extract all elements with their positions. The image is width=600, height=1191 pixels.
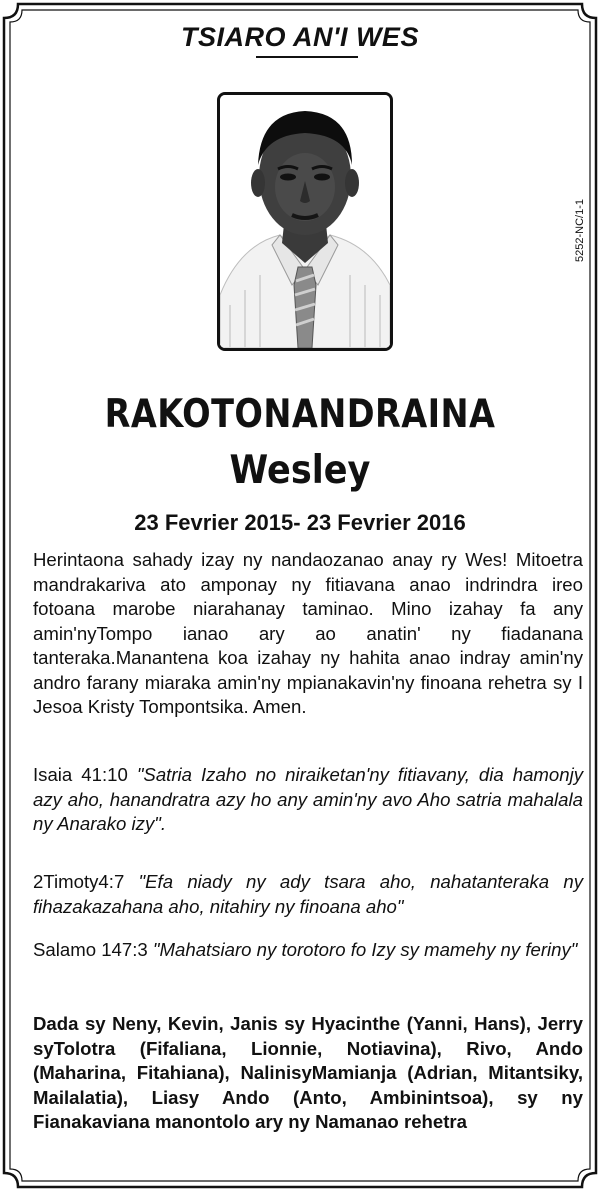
memorial-message: Herintaona sahady izay ny nandaozanao anay ry Wes! Mitoetra mandrakariva ato amponay ny fitiavana anao indrindra ireo fotoana marobe niarahanay taminao. Mino izahay fa any amin'nyTompo ianao ary ao anatin' ny fiadanana tanteraka.Manantena koa izahay ny hahita anao indray amin'ny andro farany miaraka amin'ny mpianakavin'ny finoana rehetra sy I Jesoa Kristy Tompontsika. Amen. xyxy=(33,549,583,717)
title-underline xyxy=(256,56,358,58)
portrait-photo xyxy=(217,92,393,351)
bible-verse xyxy=(33,763,583,837)
bible-verse xyxy=(33,870,583,919)
memorial-dates: 23 Fevrier 2015- 23 Fevrier 2016 xyxy=(134,510,466,535)
verse-text: "Efa niady ny ady tsara aho, nahatanteraka ny fihazakazahana aho, nitahiry ny finoana aho" xyxy=(33,871,583,917)
verse-reference: Salamo 147:3 xyxy=(33,939,148,960)
verse-reference: 2Timoty4:7 xyxy=(33,871,125,892)
family-signatories: Dada sy Neny, Kevin, Janis sy Hyacinthe (Yanni, Hans), Jerry syTolotra (Fifaliana, Lionnie, Notiavina), Rivo, Ando (Maharina, Fitahiana), NalinisyMamianja (Adrian, Mitantsiky, Mailalatia), Liasy Ando (Anto, Ambinintsoa), sy ny Fianakaviana manontolo ary ny Namanao rehetra xyxy=(33,1013,583,1132)
portrait-icon xyxy=(220,95,390,348)
ad-reference-code: 5252-NC/1-1 xyxy=(574,199,586,262)
bible-verse xyxy=(33,938,583,963)
page-title: TSIARO AN'I WES xyxy=(181,22,419,52)
deceased-surname: RAKOTONANDRAINA xyxy=(104,392,496,437)
deceased-given-name: Wesley xyxy=(229,448,371,493)
verse-text: "Satria Izaho no niraiketan'ny fitiavany, dia hamonjy azy aho, hanandratra azy ho any amin'ny avo Aho satria mahalala ny Anarako izy". xyxy=(33,764,584,834)
verse-text: "Mahatsiaro ny torotoro fo Izy sy mamehy ny feriny" xyxy=(152,939,578,960)
verse-reference: Isaia 41:10 xyxy=(33,764,128,785)
